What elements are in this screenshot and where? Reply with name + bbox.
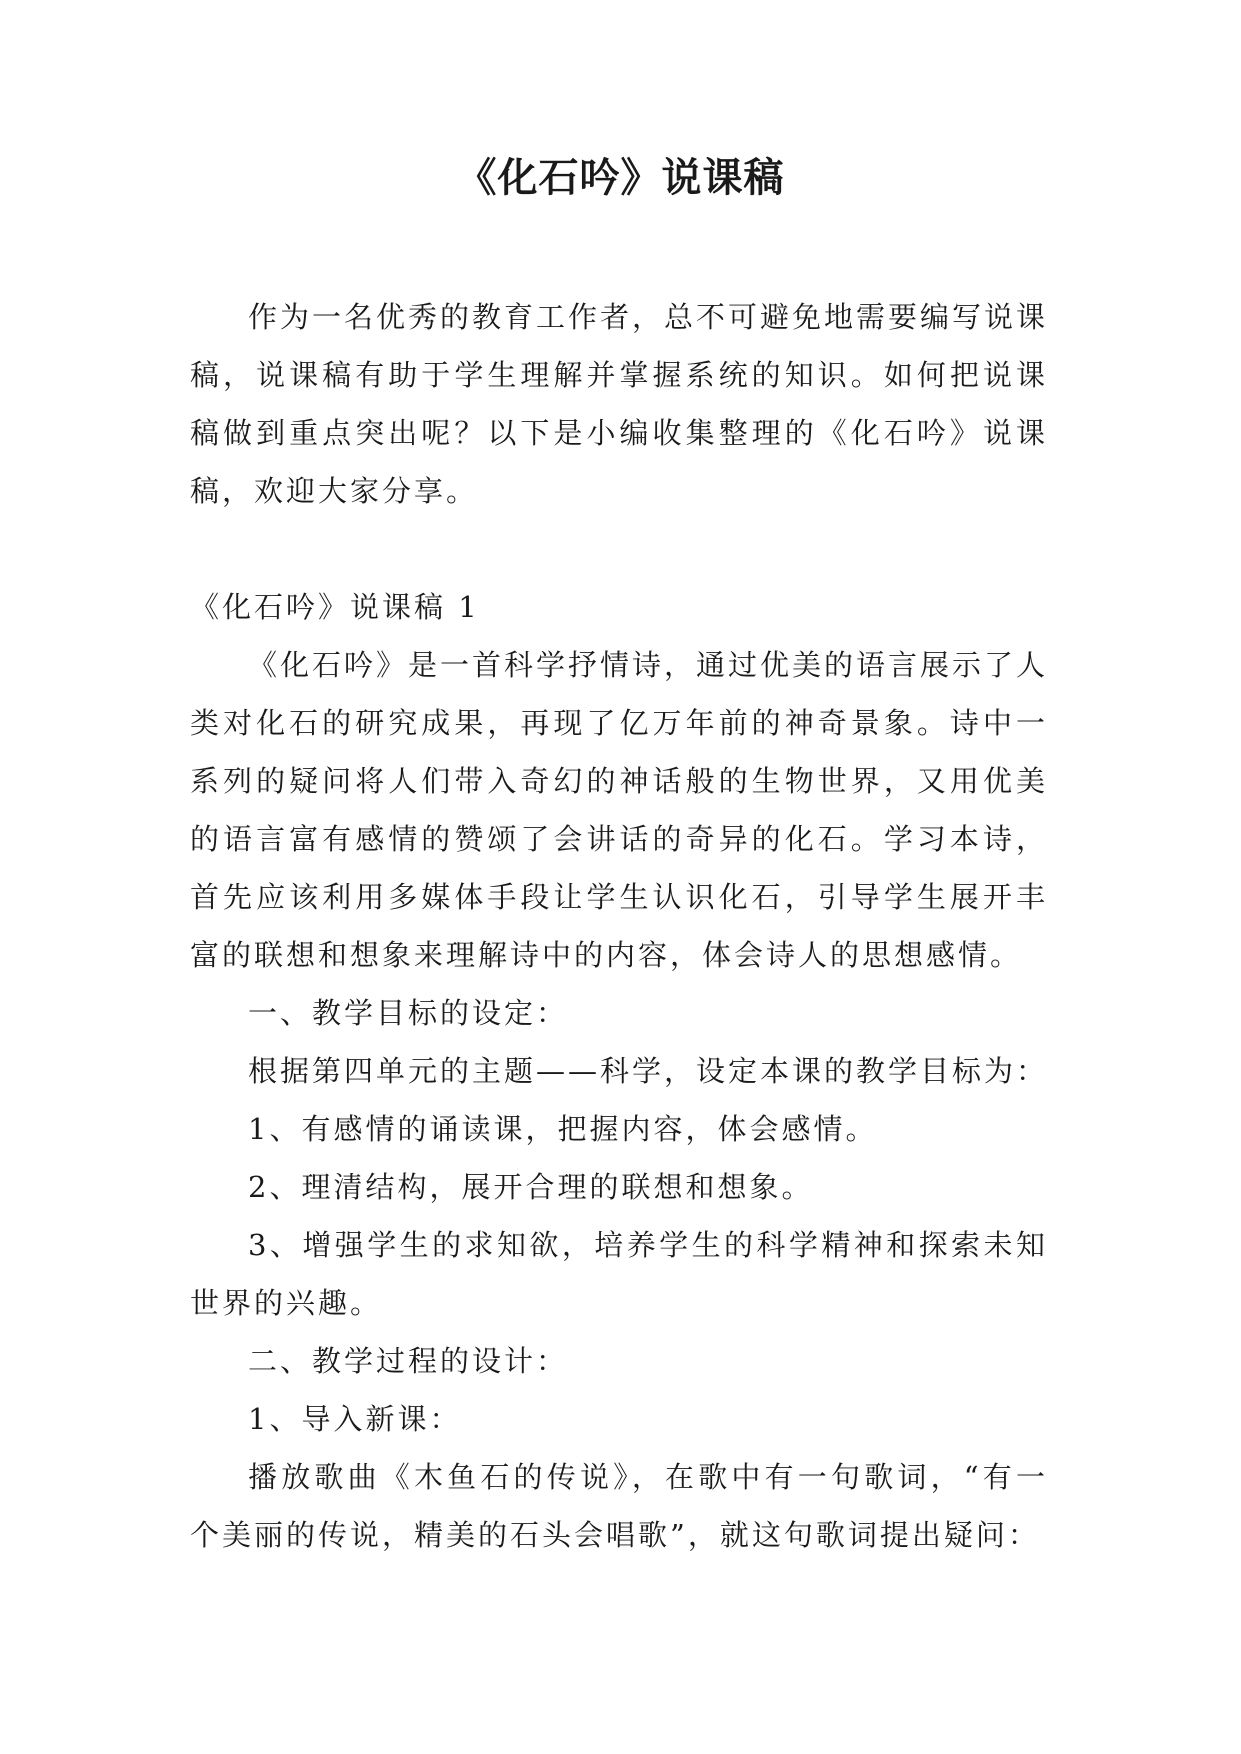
heading-teaching-process: 二、教学过程的设计：	[248, 1344, 569, 1378]
document-title: 《化石吟》说课稿	[456, 155, 785, 201]
heading-teaching-goals: 一、教学目标的设定：	[248, 996, 569, 1030]
goal-item-3: 3、增强学生的求知欲，培养学生的科学精神和探索未知世界的兴趣。	[190, 1228, 1048, 1320]
section-heading: 《化石吟》说课稿 1	[190, 590, 480, 624]
paragraph-1: 《化石吟》是一首科学抒情诗，通过优美的语言展示了人类对化石的研究成果，再现了亿万年前的神奇景象。诗中一系列的疑问将人们带入奇幻的神话般的生物世界，又用优美的语言富有感情的赞颂了会讲话的奇异的化石。学习本诗，首先应该利用多媒体手段让学生认识化石，引导学生展开丰富的联想和想象来理解诗中的内容，体会诗人的思想感情。	[190, 648, 1049, 972]
document-body	[190, 288, 1048, 1564]
process-item-1: 1、导入新课：	[248, 1402, 462, 1436]
spacer	[190, 520, 1048, 578]
goal-item-1: 1、有感情的诵读课，把握内容，体会感情。	[248, 1112, 878, 1146]
paragraph-goals-intro: 根据第四单元的主题——科学，设定本课的教学目标为：	[248, 1054, 1049, 1088]
intro-paragraph: 作为一名优秀的教育工作者，总不可避免地需要编写说课稿，说课稿有助于学生理解并掌握系统的知识。如何把说课稿做到重点突出呢？以下是小编收集整理的《化石吟》说课稿，欢迎大家分享。	[190, 300, 1049, 508]
paragraph-song-intro: 播放歌曲《木鱼石的传说》，在歌中有一句歌词，“有一个美丽的传说，精美的石头会唱歌”，就这句歌词提出疑问：	[190, 1460, 1048, 1552]
goal-item-2: 2、理清结构，展开合理的联想和想象。	[248, 1170, 814, 1204]
